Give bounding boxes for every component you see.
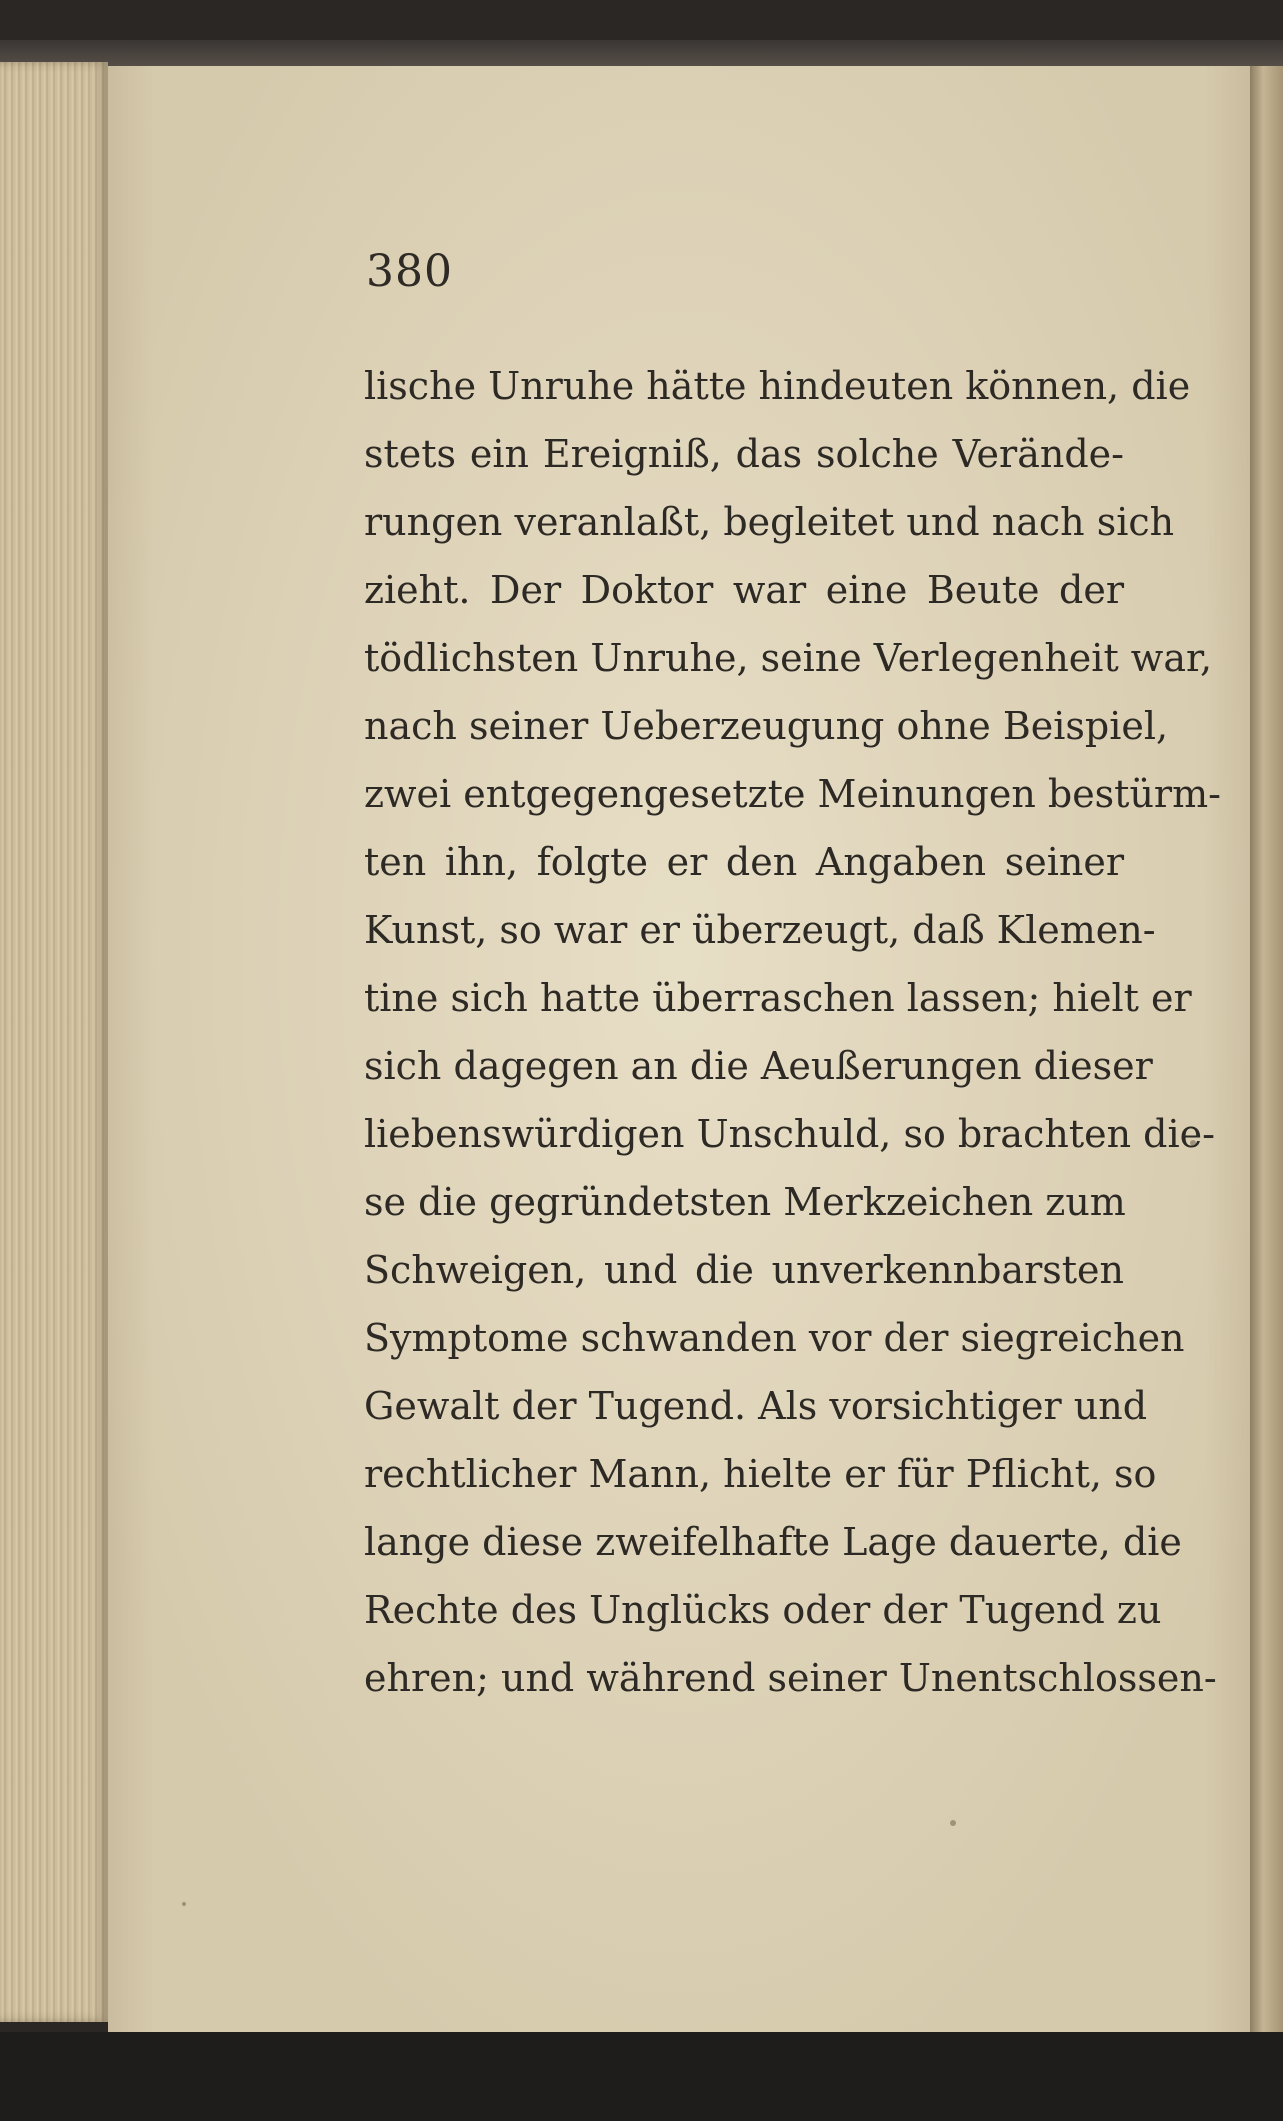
body-text — [364, 352, 1221, 1712]
text-line: tödlichsten Unruhe, seine Verlegenheit war, — [364, 636, 1213, 680]
text-line: stets ein Ereigniß, das solche Verände- — [364, 432, 1124, 476]
book-bottom-edge — [0, 2032, 1283, 2121]
text-line: liebenswürdigen Unschuld, so brachten die- — [364, 1112, 1215, 1156]
text-line: zwei entgegengesetzte Meinungen bestürm- — [364, 772, 1221, 816]
text-line: Schweigen, und die unverkennbarsten — [364, 1248, 1124, 1292]
page-number: 380 — [366, 246, 453, 297]
text-line: tine sich hatte überraschen lassen; hielt er — [364, 976, 1192, 1020]
book-right-edge — [1250, 66, 1283, 2032]
text-line: lange diese zweifelhafte Lage dauerte, die — [364, 1520, 1182, 1564]
text-line: ten ihn, folgte er den Angaben seiner — [364, 840, 1124, 884]
text-line: rungen veranlaßt, begleitet und nach sich — [364, 500, 1175, 544]
paper-speck — [950, 1820, 956, 1826]
paper-speck — [182, 1902, 186, 1906]
text-line: se die gegründetsten Merkzeichen zum — [364, 1180, 1126, 1224]
text-line: Gewalt der Tugend. Als vorsichtiger und — [364, 1384, 1148, 1428]
text-line: nach seiner Ueberzeugung ohne Beispiel, — [364, 704, 1169, 748]
text-line: sich dagegen an die Aeußerungen dieser — [364, 1044, 1153, 1088]
text-line: lische Unruhe hätte hindeuten können, die — [364, 364, 1191, 408]
text-line: rechtlicher Mann, hielte er für Pflicht, so — [364, 1452, 1157, 1496]
text-line: Kunst, so war er überzeugt, daß Klemen- — [364, 908, 1156, 952]
page-stack-edge — [0, 62, 108, 2022]
text-line: zieht. Der Doktor war eine Beute der — [364, 568, 1124, 612]
text-line: Symptome schwanden vor der siegreichen — [364, 1316, 1185, 1360]
text-line: Rechte des Unglücks oder der Tugend zu — [364, 1588, 1162, 1632]
text-line: ehren; und während seiner Unentschlossen- — [364, 1656, 1217, 1700]
